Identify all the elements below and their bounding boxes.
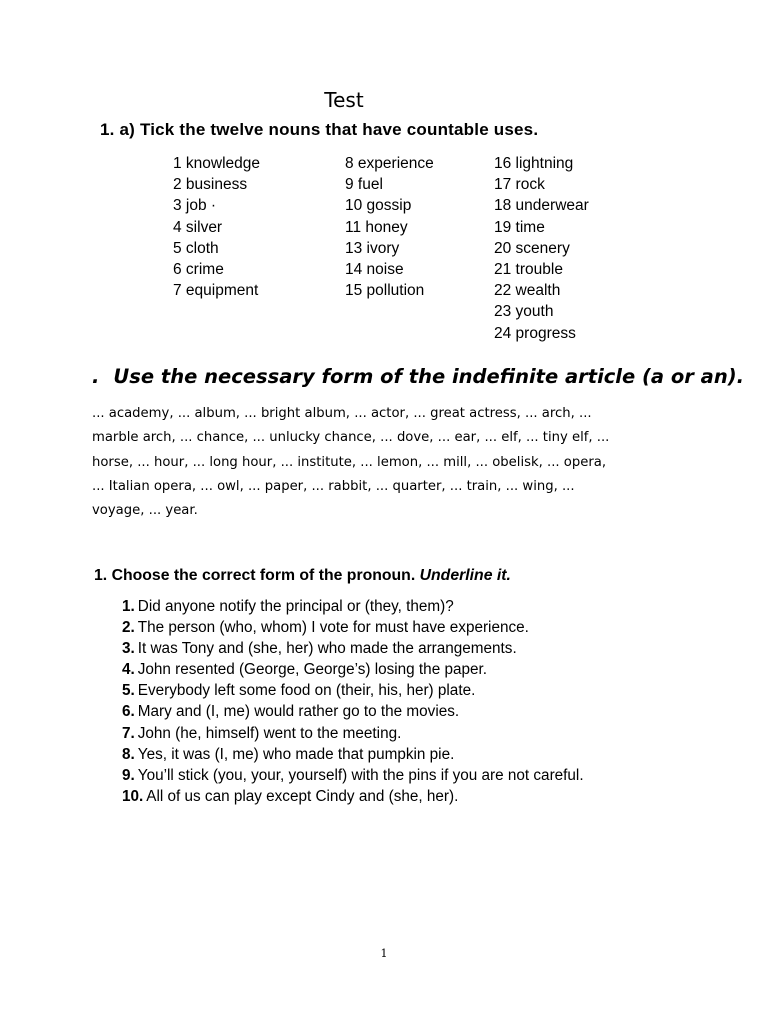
item-number: 8.	[122, 745, 135, 763]
item-number: 2.	[122, 619, 135, 637]
item-text: All of us can play except Cindy and (she, her).	[146, 787, 459, 805]
page-number: 1	[380, 947, 388, 960]
noun-item: 15 pollution	[345, 282, 425, 300]
list-item	[122, 596, 584, 617]
noun-item: 18 underwear	[494, 197, 589, 215]
noun-item: 2 business	[173, 176, 248, 194]
noun-item: 4 silver	[173, 218, 223, 236]
list-item	[122, 786, 584, 807]
noun-item: 20 scenery	[494, 239, 570, 257]
noun-item: 11 honey	[345, 218, 408, 236]
list-item	[122, 680, 584, 701]
list-item	[122, 638, 584, 659]
item-text: John resented (George, George’s) losing the paper.	[137, 661, 487, 679]
item-number: 10.	[122, 787, 144, 805]
item-text: Mary and (I, me) would rather go to the movies.	[137, 703, 460, 721]
paragraph-line: voyage, ... year.	[92, 503, 198, 519]
list-item	[122, 723, 584, 744]
noun-item: 3 job ·	[173, 197, 217, 215]
task2-heading-text: Use the necessary form of the indefinite article (a or an).	[113, 365, 745, 388]
noun-item: 13 ivory	[345, 239, 400, 257]
item-text: John (he, himself) went to the meeting.	[137, 724, 402, 742]
noun-item: 10 gossip	[345, 197, 412, 215]
task2-heading	[92, 365, 744, 388]
item-text: Everybody left some food on (their, his, her) plate.	[137, 682, 476, 700]
noun-item: 21 trouble	[494, 260, 563, 278]
item-number: 1.	[122, 598, 135, 615]
noun-item: 1 knowledge	[173, 155, 261, 172]
paragraph-line: ... Italian opera, ... owl, ... paper, ... rabbit, ... quarter, ... train, ... wing, ...	[92, 478, 575, 494]
noun-item: 9 fuel	[345, 176, 383, 194]
noun-item: 14 noise	[345, 260, 404, 278]
noun-column-3	[494, 153, 589, 344]
item-number: 5.	[122, 682, 135, 700]
noun-item: 23 youth	[494, 303, 554, 321]
noun-item: 6 crime	[173, 260, 224, 278]
list-item	[122, 765, 584, 786]
noun-item: 7 equipment	[173, 282, 259, 300]
noun-item: 24 progress	[494, 324, 576, 342]
task1-heading: 1. a) Tick the twelve nouns that have countable uses.	[100, 120, 539, 139]
noun-item: 8 experience	[345, 155, 434, 172]
item-number: 4.	[122, 661, 135, 679]
noun-item: 5 cloth	[173, 239, 219, 257]
list-item	[122, 744, 584, 765]
item-text: Yes, it was (I, me) who made that pumpkin pie.	[137, 745, 455, 763]
item-number: 9.	[122, 766, 135, 784]
item-text: The person (who, whom) I vote for must have experience.	[137, 619, 529, 637]
task3-heading-main: 1. Choose the correct form of the pronoun.	[94, 567, 420, 584]
task2-bullet: .	[92, 365, 100, 388]
item-text: You’ll stick (you, your, yourself) with the pins if you are not careful.	[137, 766, 584, 784]
article-exercise-paragraph	[92, 402, 672, 523]
noun-item: 22 wealth	[494, 282, 561, 300]
noun-column-1	[173, 153, 260, 301]
item-text: It was Tony and (she, her) who made the arrangements.	[137, 640, 517, 658]
list-item	[122, 701, 584, 722]
noun-column-2	[345, 153, 434, 301]
task3-heading-italic: Underline it.	[419, 567, 511, 584]
paragraph-line: horse, ... hour, ... long hour, ... institute, ... lemon, ... mill, ... obelisk, ... opera,	[92, 454, 607, 470]
item-number: 6.	[122, 703, 135, 721]
item-number: 3.	[122, 640, 135, 658]
pronoun-exercise-list	[122, 596, 584, 807]
noun-item: 16 lightning	[494, 155, 574, 172]
list-item	[122, 617, 584, 638]
task3-heading	[94, 567, 511, 585]
noun-item: 17 rock	[494, 176, 545, 194]
page-title: Test	[324, 88, 364, 112]
paragraph-line: ... academy, ... album, ... bright album, ... actor, ... great actress, ... arch, ...	[92, 406, 592, 421]
paragraph-line: marble arch, ... chance, ... unlucky chance, ... dove, ... ear, ... elf, ... tiny elf, ...	[92, 430, 610, 446]
item-text: Did anyone notify the principal or (they, them)?	[137, 598, 454, 615]
item-number: 7.	[122, 724, 135, 742]
list-item	[122, 659, 584, 680]
noun-item: 19 time	[494, 218, 545, 236]
